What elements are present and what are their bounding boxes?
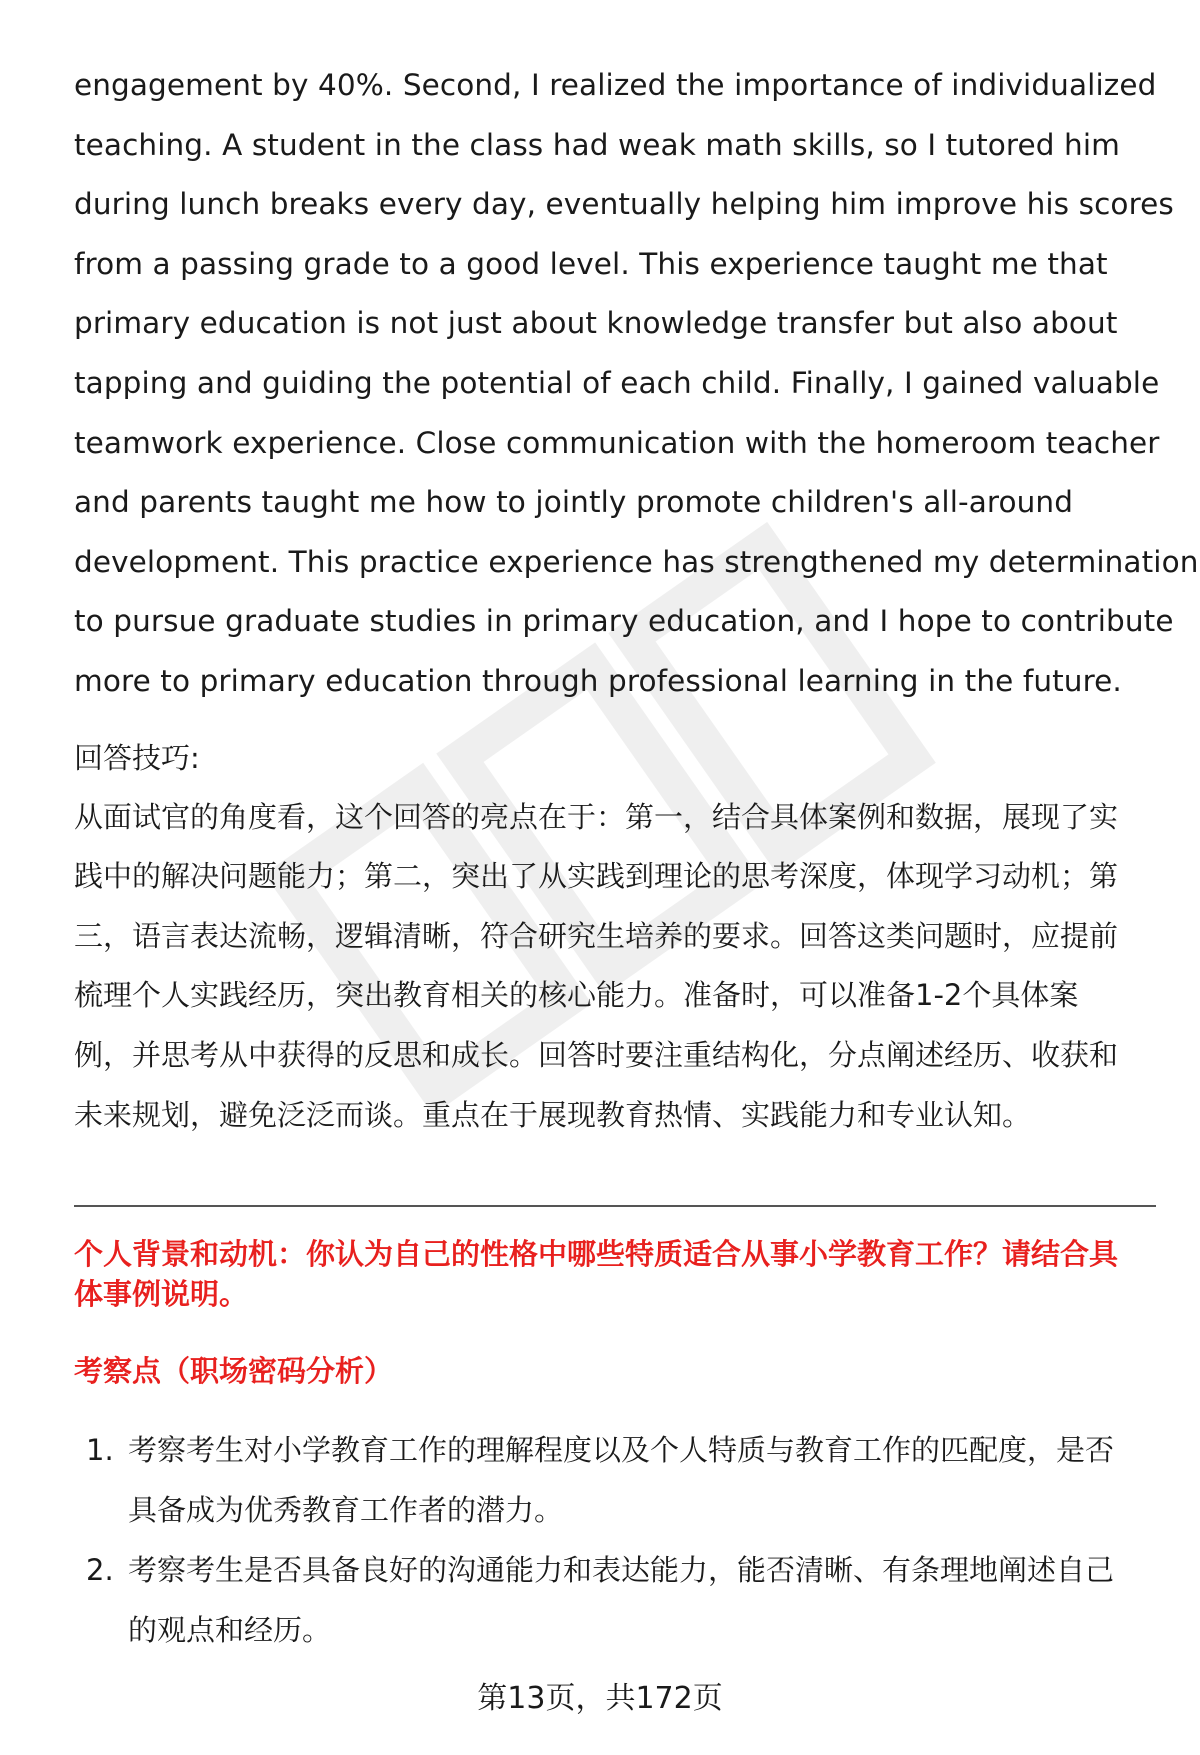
list-number: 2. <box>86 1553 114 1587</box>
section-divider <box>74 1205 1156 1207</box>
points-list <box>74 1420 1164 1660</box>
question-line: 个人背景和动机：你认为自己的性格中哪些特质适合从事小学教育工作？请结合具 <box>74 1237 1119 1271</box>
page-content <box>74 56 1199 1145</box>
text-line: during lunch breaks every day, eventually helping him improve his scores <box>74 187 1174 222</box>
text-line: development. This practice experience has strengthened my determination <box>74 544 1199 579</box>
text-line: and parents taught me how to jointly promote children's all-around <box>74 485 1074 520</box>
page-footer: 第13页，共172页 <box>477 1681 723 1716</box>
text-line: primary education is not just about knowledge transfer but also about <box>74 306 1118 341</box>
list-item <box>74 1420 1164 1540</box>
text-line: to pursue graduate studies in primary education, and I hope to contribute <box>74 604 1174 639</box>
section-title: 考察点（职场密码分析） <box>74 1354 394 1388</box>
list-number: 1. <box>86 1433 114 1467</box>
text-line: 例，并思考从中获得的反思和成长。回答时要注重结构化，分点阐述经历、收获和 <box>74 1037 1119 1072</box>
text-line: 考察考生对小学教育工作的理解程度以及个人特质与教育工作的匹配度，是否 <box>128 1433 1115 1467</box>
question-heading <box>74 1234 1159 1314</box>
text-line: from a passing grade to a good level. This experience taught me that <box>74 246 1108 281</box>
text-line: teaching. A student in the class had weak math skills, so I tutored him <box>74 127 1120 162</box>
text-line: more to primary education through professional learning in the future. <box>74 663 1122 698</box>
english-paragraph <box>74 56 1199 712</box>
text-line: 践中的解决问题能力；第二，突出了从实践到理论的思考深度，体现学习动机；第 <box>74 859 1119 894</box>
tips-paragraph <box>74 788 1154 1146</box>
text-line: 考察考生是否具备良好的沟通能力和表达能力，能否清晰、有条理地阐述自己 <box>128 1553 1115 1587</box>
text-line: 从面试官的角度看，这个回答的亮点在于：第一，结合具体案例和数据，展现了实 <box>74 799 1119 834</box>
text-line: teamwork experience. Close communication with the homeroom teacher <box>74 425 1160 460</box>
text-line: tapping and guiding the potential of each child. Finally, I gained valuable <box>74 365 1160 400</box>
text-line: 梳理个人实践经历，突出教育相关的核心能力。准备时，可以准备1-2个具体案 <box>74 978 1079 1013</box>
list-item <box>74 1540 1164 1660</box>
text-line: 未来规划，避免泛泛而谈。重点在于展现教育热情、实践能力和专业认知。 <box>74 1097 1032 1132</box>
text-line: engagement by 40%. Second, I realized the importance of individualized <box>74 68 1157 102</box>
text-line: 三，语言表达流畅，逻辑清晰，符合研究生培养的要求。回答这类问题时，应提前 <box>74 918 1119 953</box>
text-line: 具备成为优秀教育工作者的潜力。 <box>128 1493 564 1527</box>
tips-label: 回答技巧: <box>74 740 200 775</box>
text-line: 的观点和经历。 <box>128 1613 332 1647</box>
question-line: 体事例说明。 <box>74 1277 249 1311</box>
